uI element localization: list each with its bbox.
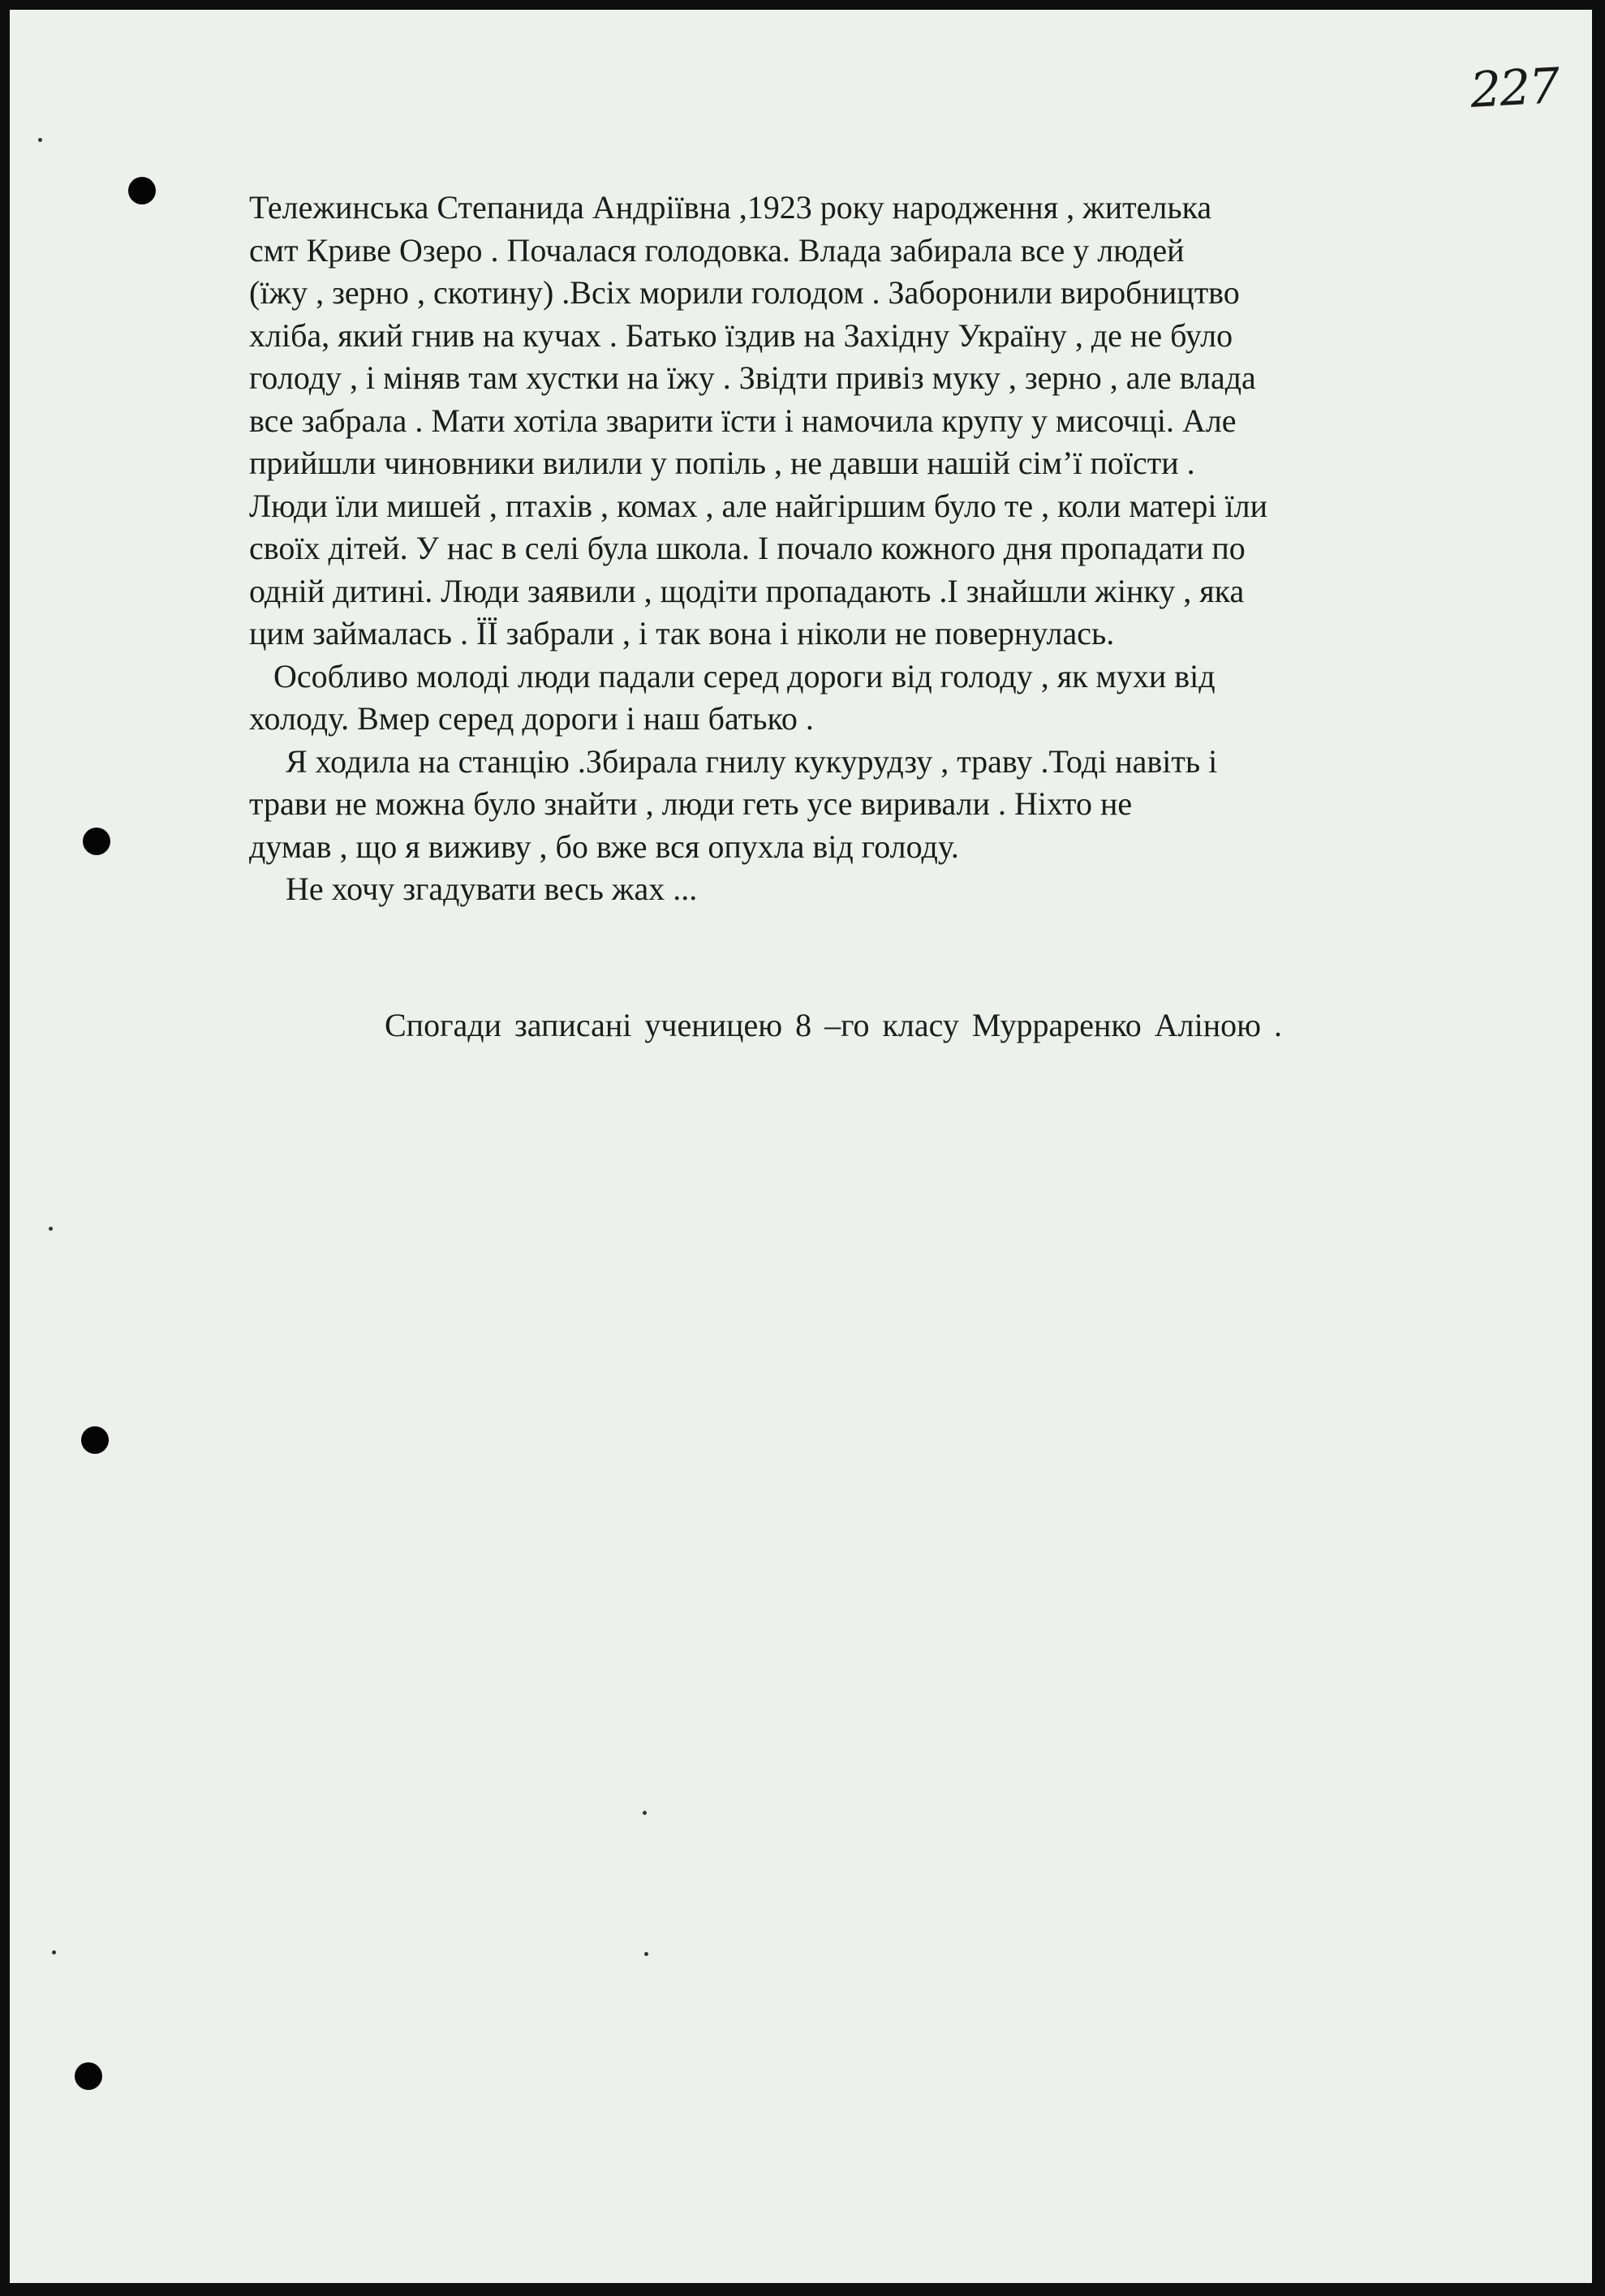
punch-hole-3 [81, 1426, 109, 1454]
text-line: думав , що я виживу , бо вже вся опухла від голоду. [249, 828, 959, 865]
text-line: холоду. Вмер серед дороги і наш батько . [249, 700, 814, 737]
document-page [10, 10, 1592, 2283]
text-line: Тележинська Степанида Андріївна ,1923 року народження , жителька [249, 189, 1212, 226]
text-line: (їжу , зерно , скотину) .Всіх морили голодом . Заборонили виробництво [249, 274, 1240, 311]
paragraph-1 [249, 187, 1515, 656]
punch-hole-1 [128, 177, 156, 204]
punch-hole-4 [75, 2062, 102, 2090]
text-line: смт Криве Озеро . Почалася голодовка. Влада забирала все у людей [249, 231, 1185, 269]
text-line: все забрала . Мати хотіла зварити їсти і намочила крупу у мисочці. Але [249, 402, 1237, 439]
text-line: трави не можна було знайти , люди геть усе виривали . Ніхто не [249, 785, 1133, 822]
text-line: цим займалась . ЇЇ забрали , і так вона і ніколи не повернулась. [249, 615, 1115, 651]
text-line: своїх дітей. У нас в селі була школа. І почало кожного дня пропадати по [249, 530, 1246, 566]
paragraph-2 [249, 656, 1515, 741]
punch-hole-2 [83, 828, 110, 855]
text-line: Не хочу згадувати весь жах ... [286, 871, 698, 907]
text-line: Особливо молоді люди падали серед дороги від голоду , як мухи від [273, 657, 1216, 694]
text-line: хліба, який гнив на кучах . Батько їздив на Західну Україну , де не було [249, 316, 1233, 354]
paper-speck [38, 138, 42, 142]
paper-speck [643, 1811, 647, 1815]
paper-speck [49, 1227, 53, 1231]
text-line: Я ходила на станцію .Збирала гнилу кукурудзу , траву .Тоді навіть і [286, 742, 1218, 780]
testimony-text [249, 187, 1515, 911]
paper-speck [52, 1950, 56, 1954]
text-line: Люди їли мишей , птахів , комах , але найгіршим було те , коли матері їли [249, 487, 1267, 524]
paragraph-4 [249, 868, 1515, 911]
paper-speck [644, 1952, 648, 1956]
text-line: одній дитині. Люди заявили , щодіти пропадають .І знайшли жінку , яка [249, 572, 1245, 609]
paragraph-3 [249, 741, 1515, 869]
recorded-by-note: Спогади записані ученицею 8 –го класу Мурраренко Аліною . [385, 1007, 1283, 1043]
text-line: прийшли чиновники вилили у попіль , не давши нашій сім’ї поїсти . [249, 445, 1195, 481]
text-line: голоду , і міняв там хустки на їжу . Звідти привіз муку , зерно , але влада [249, 359, 1256, 396]
handwritten-page-number: 227 [1469, 58, 1560, 119]
